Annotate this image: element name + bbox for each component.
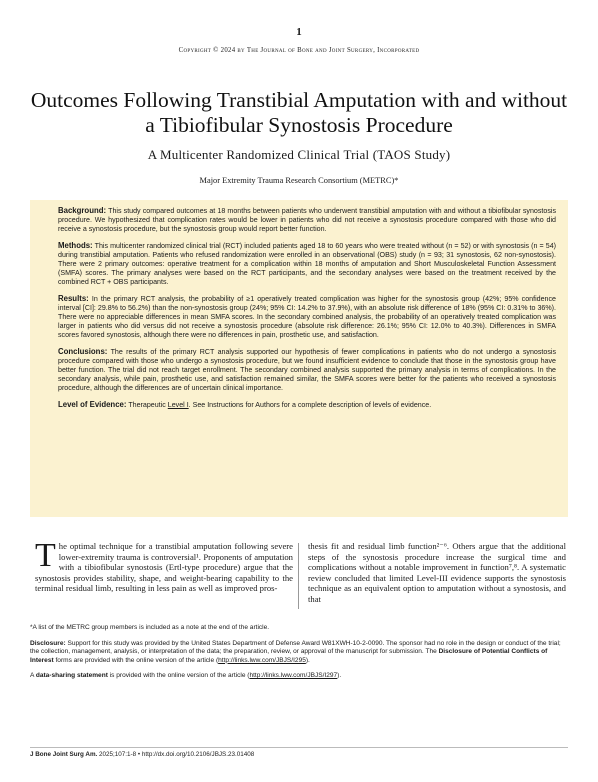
- author-line: Major Extremity Trauma Research Consortium (METRC)*: [199, 176, 399, 185]
- copyright-line: Copyright © 2024 by The Journal of Bone and Joint Surgery, Incorporated: [178, 47, 420, 54]
- disclosure-end: ).: [305, 656, 310, 664]
- footer-citation: 2025;107:1-8: [99, 751, 137, 758]
- footer-doi[interactable]: http://dx.doi.org/10.2106/JBJS.23.01408: [141, 751, 255, 758]
- disclosure-note: [30, 640, 568, 666]
- data-sharing-end: ).: [337, 672, 342, 680]
- data-sharing-note: [30, 672, 568, 681]
- level-post: . See Instructions for Authors for a complete description of levels of evidence.: [188, 400, 432, 409]
- abstract-level-of-evidence: [58, 400, 556, 410]
- page-footer: [30, 751, 568, 758]
- abstract-results: [58, 294, 556, 341]
- disclosure-label: Disclosure:: [30, 639, 66, 647]
- group-members-note: *A list of the METRC group members is included as a note at the end of the article.: [30, 624, 270, 631]
- disclosure-link[interactable]: http://links.lww.com/JBJS/I295: [218, 656, 306, 664]
- methods-text: This multicenter randomized clinical trial (RCT) included patients aged 18 to 60 years who were treated without (n = 52) or with synostosis (n = 54) during transtibial amputation. Patients who refused randomization were enrolled in an observational (OBS) study (n = 93; 31 synostosis, 62 non-synostosis). There were 2 primary outcomes: operative treatment for a complication within 18 months of amputation and Short Musculoskeletal Function Assessment (SMFA) scores. The primary analyses were based on the RCT participants, and the secondary analyses were based on the treatment received by the combined RCT + OBS participants.: [58, 241, 557, 287]
- disclosure-bold: Disclosure of Potential Conflicts of Interest: [30, 648, 548, 664]
- level-link[interactable]: Level I: [167, 400, 189, 409]
- disclosure-text-1: Support for this study was provided by the United States Department of Defense Award W81XWH-10-2-0090. The sponsor had no role in the design or conduct of the trial; the collection, management, analysis, or interpretation of the data; the preparation, review, or approval of the manuscript for submission. The: [30, 639, 561, 656]
- column-divider: [298, 543, 299, 609]
- footer-bullet: •: [137, 751, 141, 758]
- abstract-conclusions: [58, 347, 556, 394]
- conclusions-text: The results of the primary RCT analysis supported our hypothesis of fewer complications in patients who do not undergo a synostosis procedure compared with those who undergo a synostosis procedure, but we found insufficient evidence to conclude that those in the synostosis group have better function. The trial did not reach target enrollment. The secondary combined analysis supported the primary analysis in terms of complications. In the secondary analysis, while pain, prosthetic use, and satisfaction remained similar, the SMFA scores were better for the patients who received a synostosis procedure, although the differences are of uncertain clinical importance.: [58, 347, 556, 393]
- conclusions-label: Conclusions:: [58, 346, 108, 356]
- body-text: [30, 537, 568, 611]
- level-label: Level of Evidence:: [58, 399, 127, 409]
- data-sharing-link[interactable]: http://links.lww.com/JBJS/I297: [249, 672, 338, 680]
- article-subtitle: A Multicenter Randomized Clinical Trial (TAOS Study): [147, 147, 451, 162]
- background-text: This study compared outcomes at 18 months between patients who underwent transtibial amputation with and without a tibiofibular synostosis procedure. We hypothesized that complication rates would be lower in patients who did not receive a synostosis procedure compared with those who did receive a synostosis procedure, but the synostosis group would report better function.: [58, 207, 556, 234]
- background-label: Background:: [58, 206, 107, 215]
- data-pre: A: [30, 672, 35, 680]
- footer-journal: J Bone Joint Surg Am.: [30, 751, 98, 758]
- data-sharing-bold: data-sharing statement: [35, 672, 108, 680]
- body-right-text: thesis fit and residual limb function²⁻⁶. Others argue that the additional steps of the synostosis procedure increase the surgical time and complications without a notable improvement in function⁷,⁸. A systematic review concluded that limited Level-III evidence supports the synostosis technique as an equivalent option to amputation without a synostosis, and that: [308, 541, 566, 604]
- body-column-left: [35, 537, 293, 594]
- body-column-right: [308, 541, 566, 605]
- page-number: 1: [296, 26, 302, 38]
- drop-cap: T: [35, 537, 56, 574]
- data-sharing-text: is provided with the online version of the article (: [109, 672, 250, 680]
- article-title: Outcomes Following Transtibial Amputation with and without a Tibiofibular Synostosis Procedure: [30, 88, 568, 137]
- results-label: Results:: [58, 293, 89, 303]
- abstract-background: [58, 206, 556, 234]
- abstract-box: [30, 200, 568, 517]
- abstract-methods: [58, 241, 556, 288]
- footer-rule: [30, 747, 568, 748]
- body-left-text: he optimal technique for a transtibial amputation following severe lower-extremity trauma is controversial¹. Proponents of amputation with a tibiofibular synostosis (Ertl-type procedure) argue that the synostosis provides stability, shape, and weight-bearing capability to the terminal residual limb, resulting in less pain as well as improved pros-: [35, 541, 293, 594]
- footnotes: [30, 624, 568, 688]
- disclosure-text-2: forms are provided with the online version of the article (: [55, 656, 219, 664]
- results-text: In the primary RCT analysis, the probability of ≥1 operatively treated complication was higher for the synostosis group (42%; 95% confidence interval [CI]: 29.8% to 56.2%) than the non-synostosis group (24%; 95% CI: 14.2% to 37.9%), with an absolute risk difference of 18% (95% CI: 0.31% to 36%). There were no appreciable differences in mean SMFA scores. In the secondary combined analysis, the probability of an operatively treated complication was larger in patients who did versus did not receive a synostosis procedure (absolute risk difference: 26.1%; 95% CI: 12.0% to 40.3%). Differences in SMFA scores favored synostosis, although there were no differences in pain, prosthetic use, and satisfaction.: [58, 294, 556, 340]
- level-pre: Therapeutic: [128, 400, 166, 409]
- methods-label: Methods:: [58, 240, 93, 250]
